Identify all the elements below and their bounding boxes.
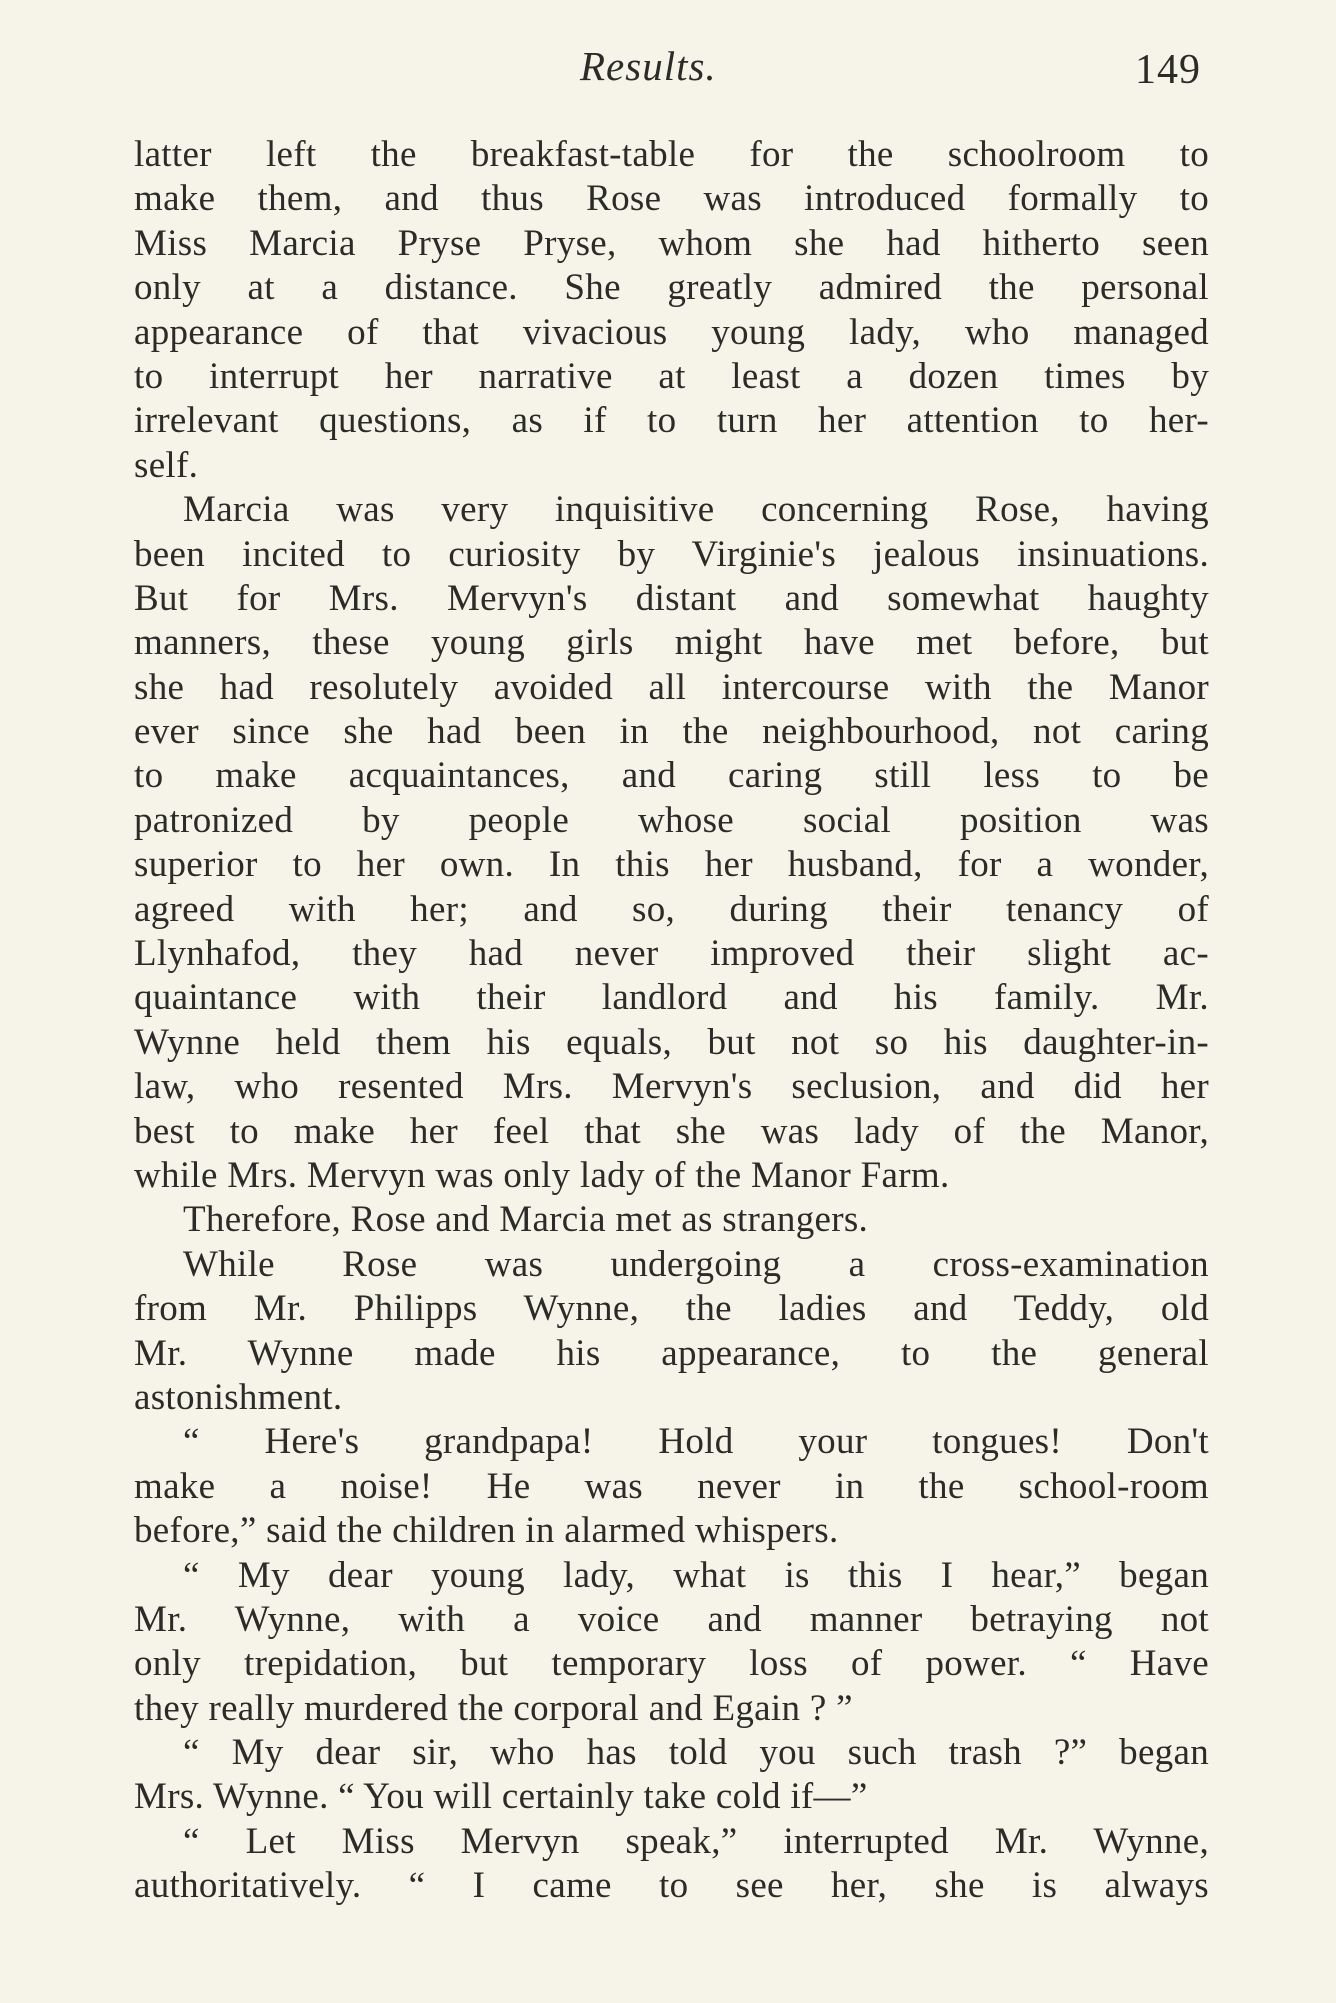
text-line: Llynhafod, they had never improved their slight ac- xyxy=(134,933,1209,975)
text-line: While Rose was undergoing a cross-examination xyxy=(183,1243,1209,1285)
page-header xyxy=(0,42,1336,98)
text-line: only trepidation, but temporary loss of power. “ Have xyxy=(134,1643,1209,1685)
text-line: superior to her own. In this her husband, for a wonder, xyxy=(134,844,1209,886)
text-line: self. xyxy=(134,444,199,486)
text-line: to make acquaintances, and caring still less to be xyxy=(134,755,1209,797)
text-line: agreed with her; and so, during their tenancy of xyxy=(134,888,1209,930)
text-line: patronized by people whose social position was xyxy=(134,799,1209,841)
text-line: she had resolutely avoided all intercourse with the Manor xyxy=(134,666,1209,708)
text-line: “ My dear sir, who has told you such trash ?” began xyxy=(183,1732,1209,1774)
text-line: to interrupt her narrative at least a dozen times by xyxy=(134,355,1209,397)
text-line: been incited to curiosity by Virginie's jealous insinuations. xyxy=(134,533,1209,575)
text-line: “ Here's grandpapa! Hold your tongues! Don't xyxy=(183,1421,1209,1463)
text-line: astonishment. xyxy=(134,1376,343,1418)
text-line: ever since she had been in the neighbourhood, not caring xyxy=(134,711,1209,753)
text-line: latter left the breakfast-table for the schoolroom to xyxy=(134,134,1209,175)
text-line: Mr. Wynne made his appearance, to the general xyxy=(134,1332,1209,1374)
text-line: while Mrs. Mervyn was only lady of the Manor Farm. xyxy=(134,1154,950,1196)
running-title: Results. xyxy=(580,43,717,89)
text-line: Mrs. Wynne. “ You will certainly take cold if—” xyxy=(134,1776,868,1818)
page-number: 149 xyxy=(1135,47,1201,93)
text-line: “ Let Miss Mervyn speak,” interrupted Mr. Wynne, xyxy=(183,1820,1209,1862)
text-line: Mr. Wynne, with a voice and manner betraying not xyxy=(134,1598,1209,1640)
text-line: best to make her feel that she was lady of the Manor, xyxy=(134,1110,1209,1152)
text-line: make them, and thus Rose was introduced formally to xyxy=(134,178,1209,220)
text-line: they really murdered the corporal and Egain ? ” xyxy=(134,1687,853,1729)
text-line: Therefore, Rose and Marcia met as strangers. xyxy=(183,1199,869,1241)
text-line: authoritatively. “ I came to see her, she is always xyxy=(134,1865,1209,1907)
text-line: Marcia was very inquisitive concerning Rose, having xyxy=(183,489,1209,531)
text-line: manners, these young girls might have met before, but xyxy=(134,622,1209,664)
text-line: Wynne held them his equals, but not so his daughter-in- xyxy=(134,1021,1209,1063)
text-line: appearance of that vivacious young lady, who managed xyxy=(134,311,1209,353)
text-line: But for Mrs. Mervyn's distant and somewhat haughty xyxy=(134,577,1209,619)
text-line: before,” said the children in alarmed whispers. xyxy=(134,1510,839,1552)
text-line: only at a distance. She greatly admired the personal xyxy=(134,267,1209,309)
text-line: law, who resented Mrs. Mervyn's seclusion, and did her xyxy=(134,1066,1209,1108)
text-line: make a noise! He was never in the school-room xyxy=(134,1465,1209,1507)
text-line: “ My dear young lady, what is this I hear,” began xyxy=(183,1554,1209,1596)
text-line: from Mr. Philipps Wynne, the ladies and Teddy, old xyxy=(134,1288,1209,1330)
text-line: Miss Marcia Pryse Pryse, whom she had hitherto seen xyxy=(134,222,1209,264)
text-line: irrelevant questions, as if to turn her attention to her- xyxy=(134,400,1209,442)
text-line: quaintance with their landlord and his family. Mr. xyxy=(134,977,1209,1019)
body-text xyxy=(134,133,1209,1909)
